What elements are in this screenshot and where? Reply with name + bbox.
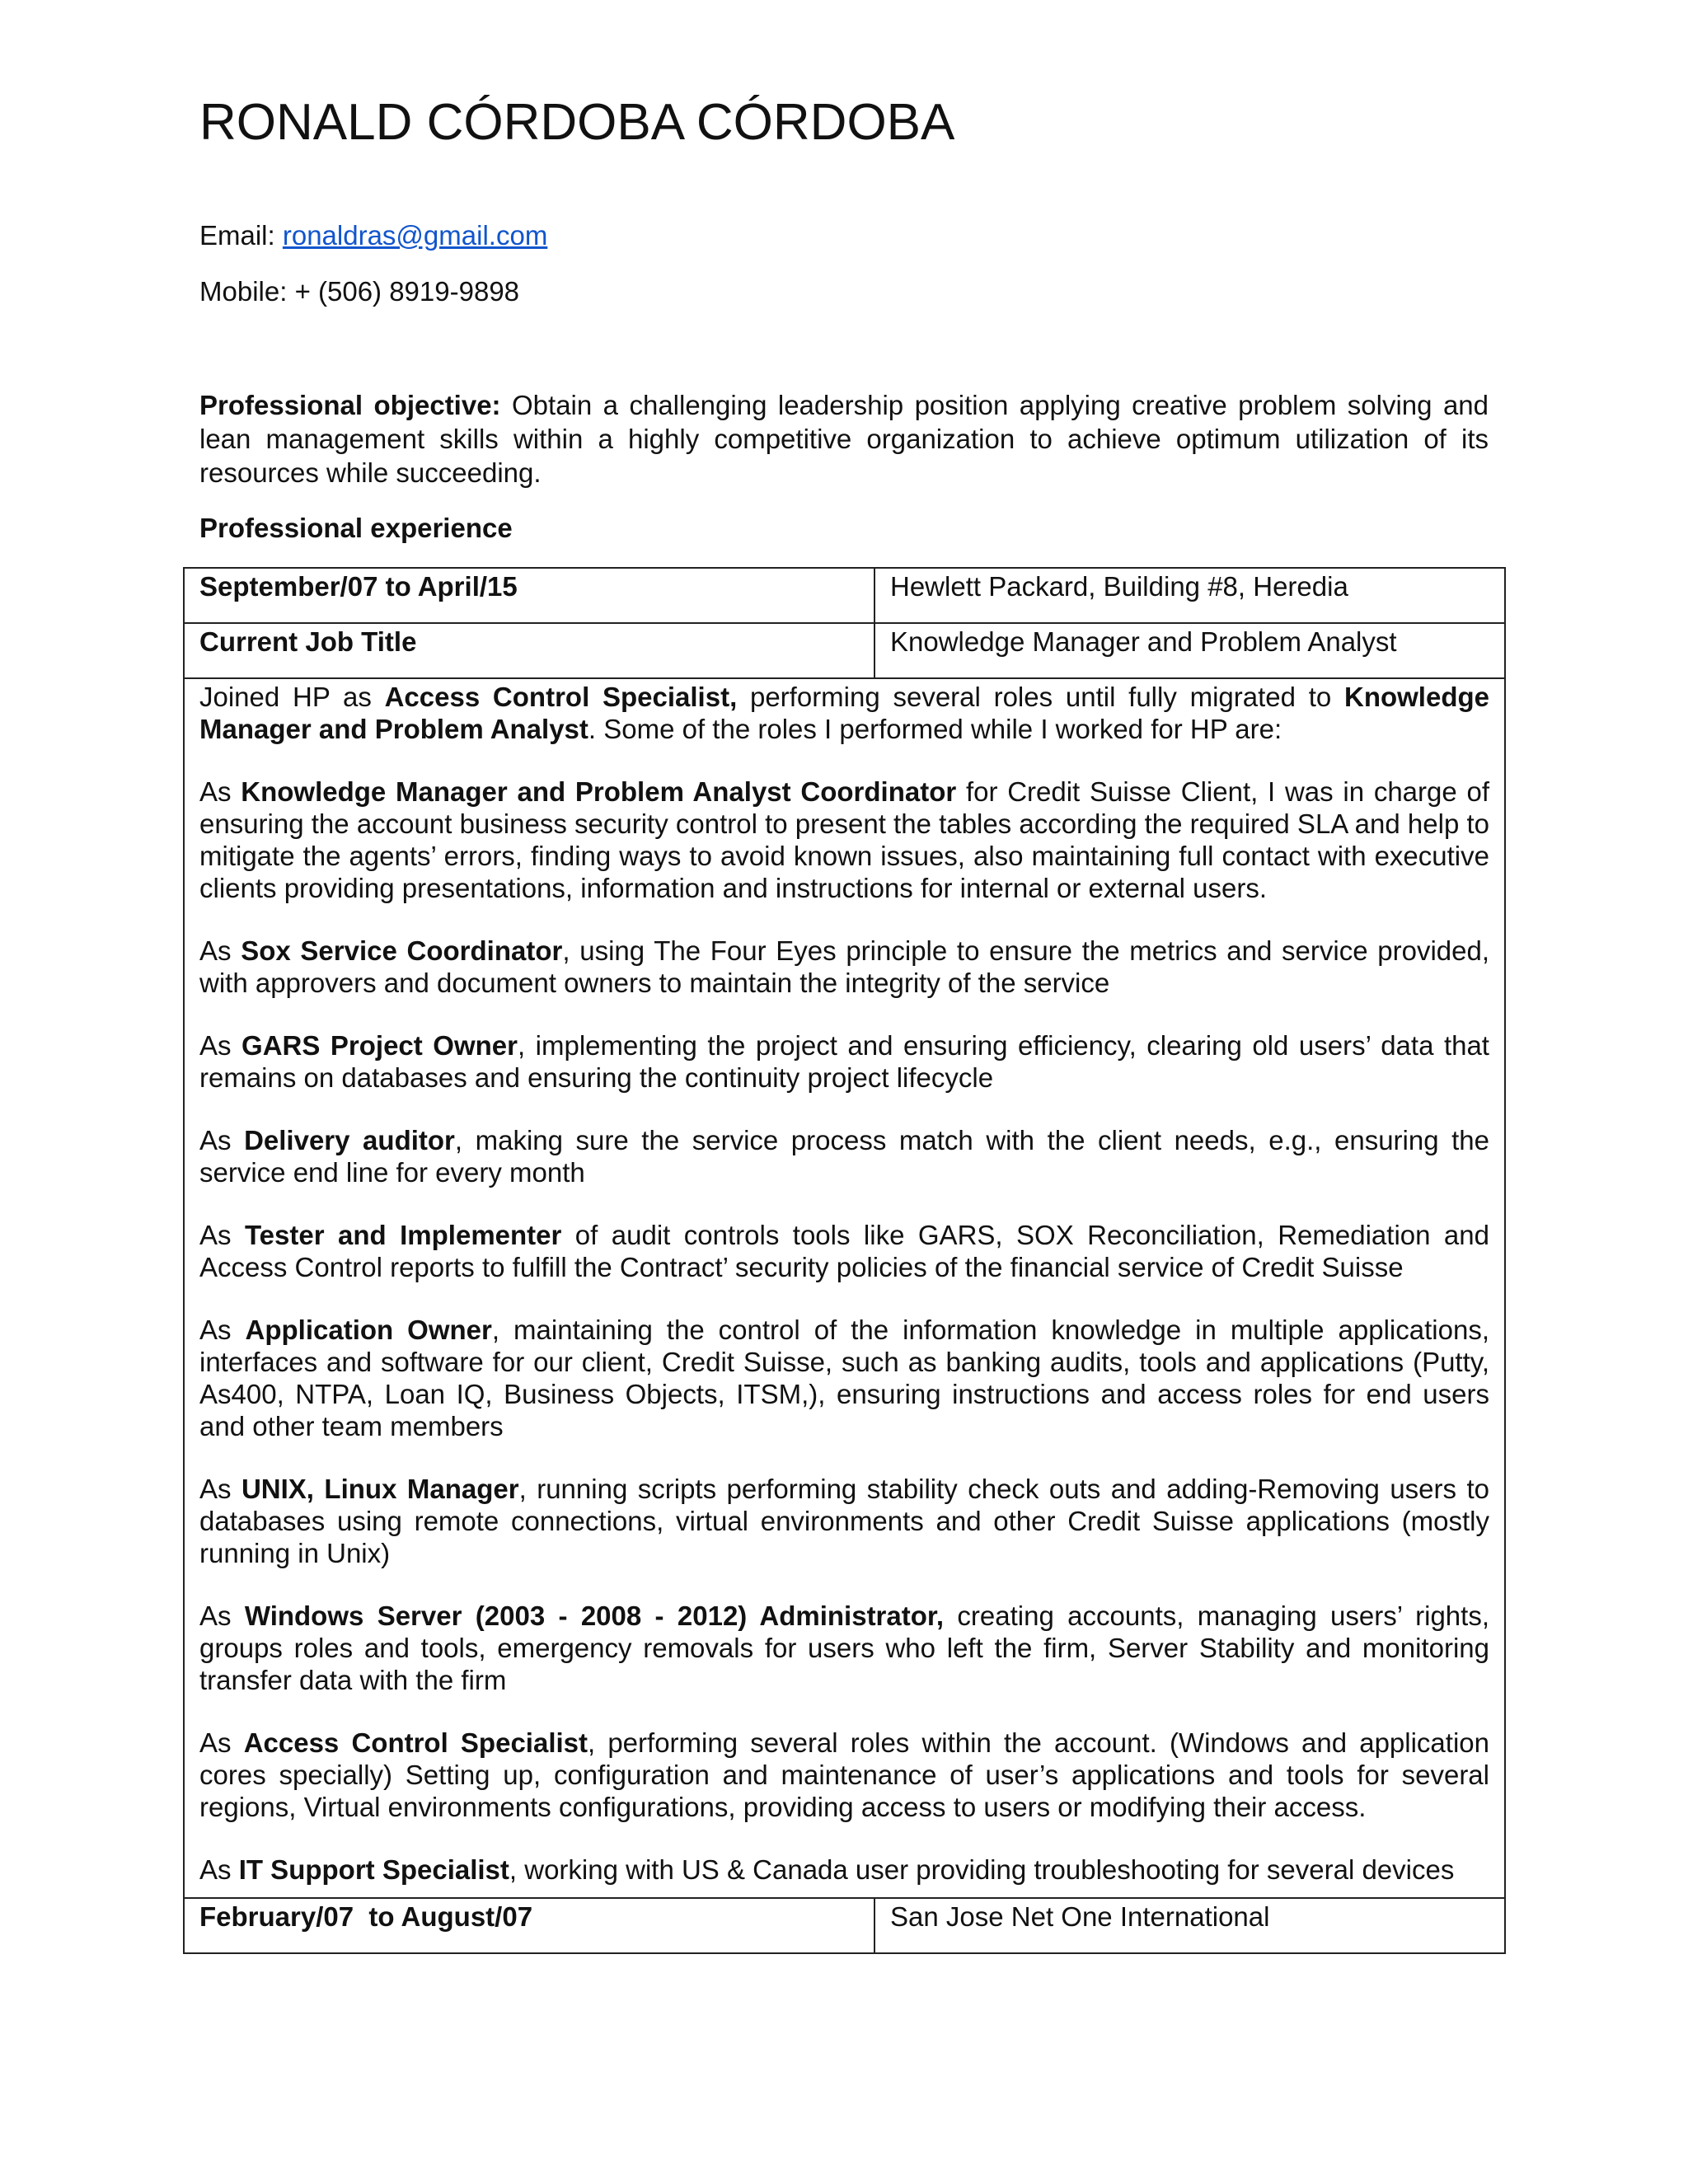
role-title: Knowledge Manager and Problem Analyst Coordinator (241, 776, 957, 807)
job-company: San Jose Net One International (890, 1901, 1270, 1932)
role-paragraph (199, 1727, 1489, 1823)
role-prefix: As (199, 776, 241, 807)
objective-text: Obtain a challenging leadership position applying creative problem solving and lean management skills within a highly competitive organization to achieve optimum utilization of its resources while succeeding. (199, 390, 1489, 488)
role-title: Sox Service Coordinator (241, 935, 563, 966)
role-text: creating accounts, managing users’ rights, groups roles and tools, emergency removals for users who left the firm, Server Stability and monitoring transfer data with the firm (199, 1601, 1489, 1695)
job-company: Hewlett Packard, Building #8, Heredia (890, 571, 1348, 602)
mobile-number: + (506) 8919-9898 (294, 276, 520, 307)
role-text: for Credit Suisse Client, I was in charge of ensuring the account business security control to present the tables according the required SLA and help to mitigate the agents’ errors, finding ways to avoid known issues, also maintaining full contact with executive clients providing presentations, information and instructions for internal or external users. (199, 776, 1489, 903)
table-row (184, 1898, 1505, 1953)
experience-heading: Professional experience (199, 513, 513, 543)
role-prefix: As (199, 1030, 242, 1061)
role-text: , using The Four Eyes principle to ensure the metrics and service provided, with approvers and document owners to maintain the integrity of the service (199, 935, 1490, 998)
email-link[interactable]: ronaldras@gmail.com (282, 220, 548, 251)
role-prefix: As (199, 1125, 245, 1155)
professional-objective (199, 388, 1489, 490)
email-line (199, 219, 547, 252)
role-prefix: As (199, 1474, 241, 1504)
job-title-label-cell (184, 623, 874, 678)
role-prefix: As (199, 1220, 245, 1250)
role-paragraph (199, 776, 1489, 904)
role-prefix: As (199, 935, 241, 966)
job-dates-cell (184, 1898, 874, 1953)
role-prefix: As (199, 1727, 244, 1758)
job-dates: September/07 to April/15 (199, 571, 518, 602)
role-text: , running scripts performing stability check outs and adding-Removing users to databases using remote connections, virtual environments and other Credit Suisse applications (mostly running in Unix) (199, 1474, 1489, 1568)
role-prefix: As (199, 1854, 239, 1885)
job-dates: February/07 to August/07 (199, 1901, 533, 1932)
role-title: IT Support Specialist (238, 1854, 509, 1885)
intro-role: Knowledge Manager and Problem Analyst (199, 682, 1489, 744)
objective-label: Professional objective: (199, 390, 501, 420)
role-prefix: As (199, 1601, 245, 1631)
job-intro (199, 681, 1489, 745)
role-paragraph (199, 1600, 1489, 1696)
email-label: Email: (199, 220, 283, 251)
mobile-line (199, 275, 519, 308)
role-title: Access Control Specialist (243, 1727, 588, 1758)
role-title: UNIX, Linux Manager (241, 1474, 519, 1504)
role-title: Application Owner (245, 1315, 492, 1345)
role-paragraph (199, 1029, 1489, 1094)
role-paragraph (199, 1473, 1489, 1569)
role-text: , working with US & Canada user providing troubleshooting for several devices (509, 1854, 1455, 1885)
role-title: GARS Project Owner (241, 1030, 518, 1061)
role-paragraph (199, 1314, 1489, 1442)
role-text: , making sure the service process match with the client needs, e.g., ensuring the service end line for every month (199, 1125, 1489, 1188)
job-title-value-cell (874, 623, 1505, 678)
role-title: Delivery auditor (244, 1125, 455, 1155)
job-company-cell (874, 1898, 1505, 1953)
experience-table (183, 567, 1506, 1954)
role-paragraph (199, 935, 1489, 999)
role-text: , implementing the project and ensuring efficiency, clearing old users’ data that remains on databases and ensuring the continuity project lifecycle (199, 1030, 1489, 1093)
role-title: Tester and Implementer (244, 1220, 562, 1250)
job-title-label: Current Job Title (199, 626, 417, 657)
role-paragraph (199, 1854, 1489, 1886)
job-dates-cell (184, 568, 874, 623)
table-row (184, 568, 1505, 623)
role-text: of audit controls tools like GARS, SOX Reconciliation, Remediation and Access Control reports to fulfill the Contract’ security policies of the financial service of Credit Suisse (199, 1220, 1489, 1282)
role-text: , maintaining the control of the information knowledge in multiple applications, interfaces and software for our client, Credit Suisse, such as banking audits, tools and applications (Putty, As400, NTPA, Loan IQ, Business Objects, ITSM,), ensuring instructions and access roles for end users and other team members (199, 1315, 1489, 1441)
intro-text: Joined HP as (199, 682, 385, 712)
job-title-value: Knowledge Manager and Problem Analyst (890, 626, 1397, 657)
table-row (184, 678, 1505, 1898)
job-description-cell (184, 678, 1505, 1898)
intro-text: . Some of the roles I performed while I worked for HP are: (588, 714, 1282, 744)
table-row (184, 623, 1505, 678)
role-title: Windows Server (2003 - 2008 - 2012) Administrator, (244, 1601, 945, 1631)
role-prefix: As (199, 1315, 246, 1345)
mobile-label: Mobile: (199, 276, 295, 307)
candidate-name: RONALD CÓRDOBA CÓRDOBA (199, 94, 955, 151)
intro-text: performing several roles until fully migrated to (737, 682, 1344, 712)
role-text: , performing several roles within the account. (Windows and application cores specially) Setting up, configuration and maintenance of user’s applications and tools for several regions, Virtual environments configurations, providing access to users or modifying their access. (199, 1727, 1489, 1822)
role-paragraph (199, 1219, 1489, 1283)
intro-role: Access Control Specialist, (384, 682, 738, 712)
job-company-cell (874, 568, 1505, 623)
role-paragraph (199, 1124, 1489, 1188)
